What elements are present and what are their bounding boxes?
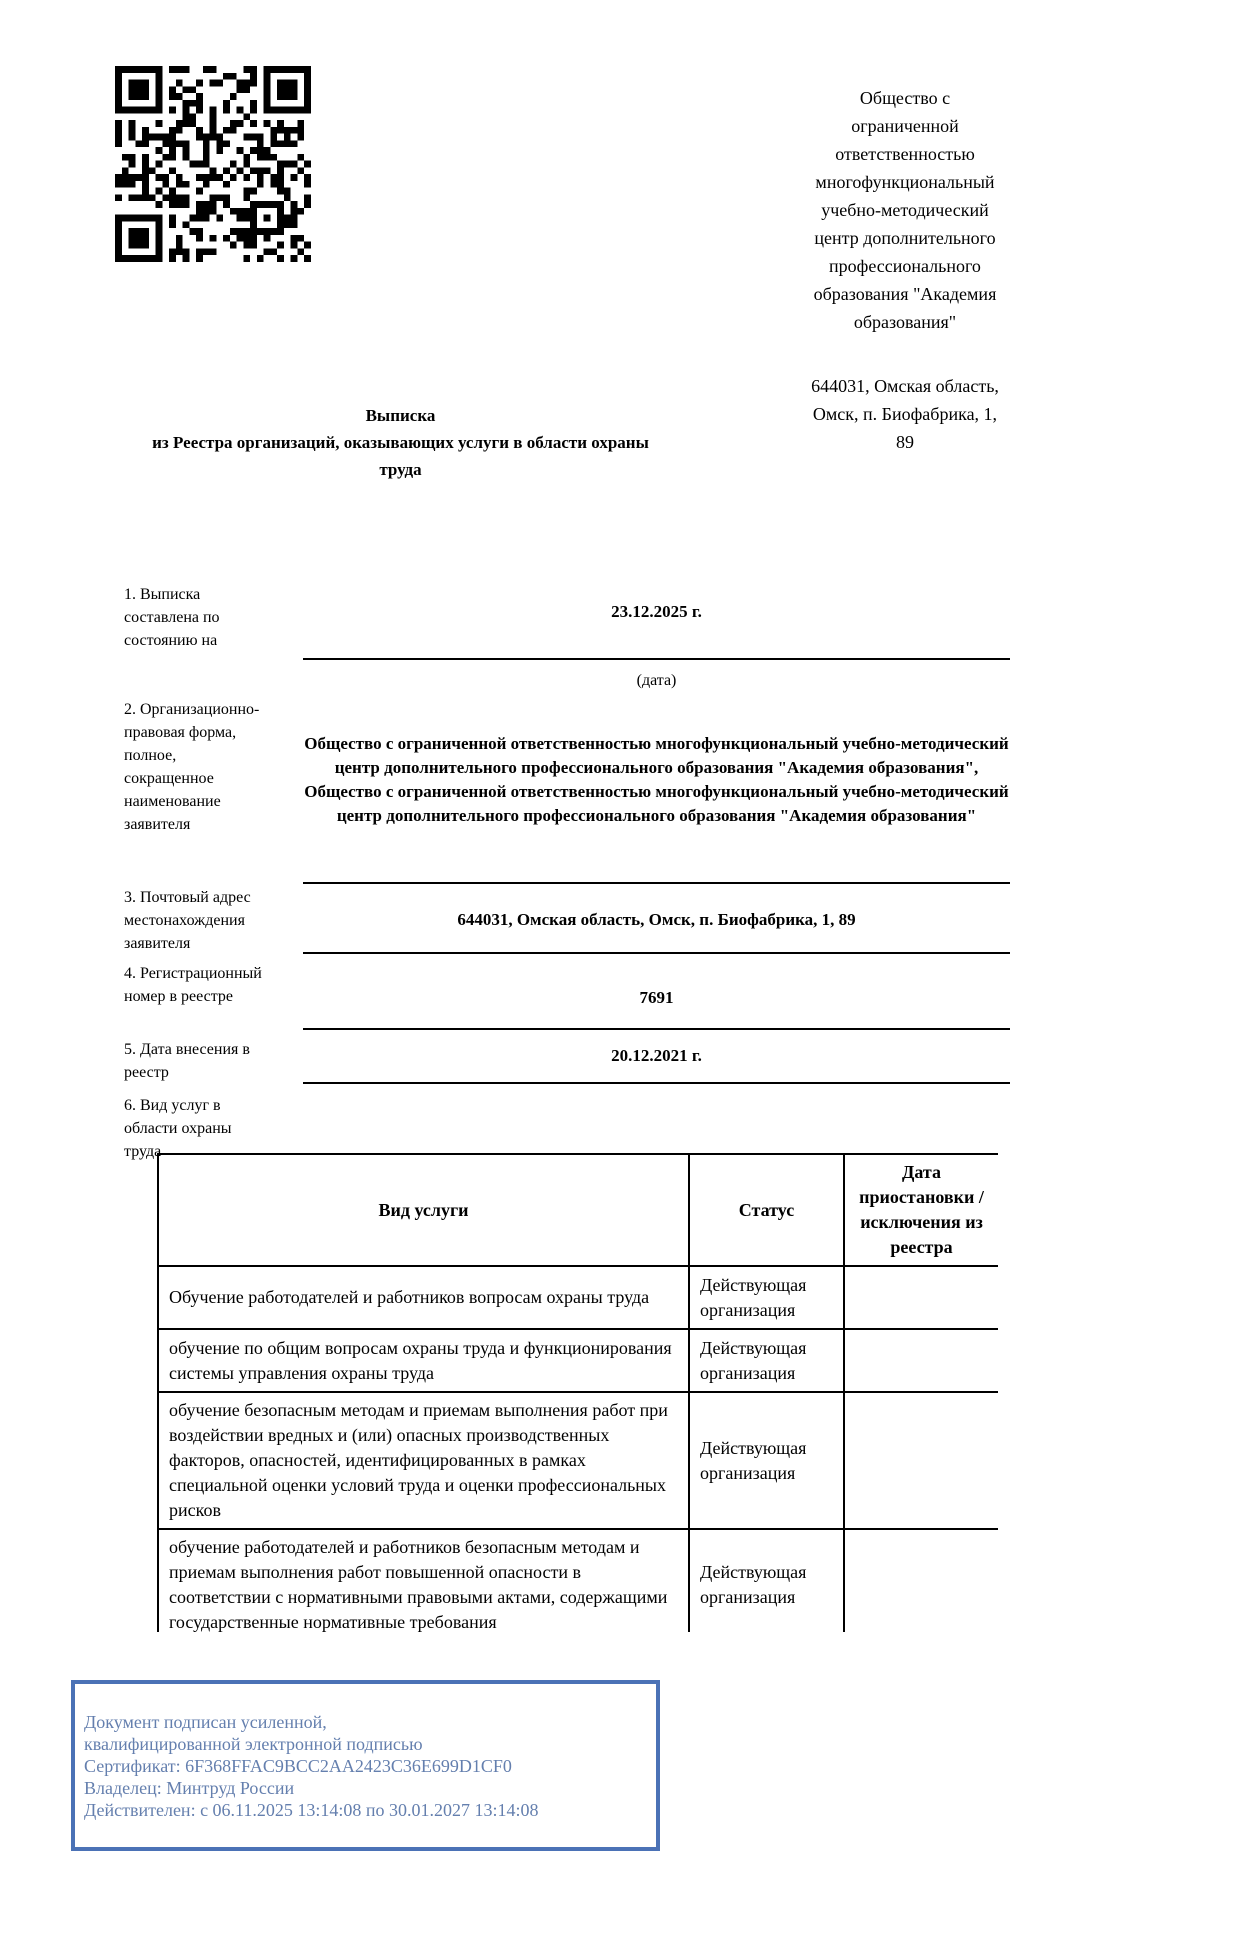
applicant-org-name: Общество с ограниченной ответственностью многофункциональный учебно-методический центр дополнительного профессионального образования "Академия образования" — [813, 88, 997, 332]
field-5-label: 5. Дата внесения в реестр — [124, 1041, 250, 1081]
col-header-status: Статус — [689, 1154, 844, 1266]
signature-line-1: Документ подписан усиленной, — [84, 1711, 327, 1732]
signature-owner: Владелец: Минтруд России — [84, 1777, 295, 1798]
col-header-date: Дата приостановки / исключения из реестра — [844, 1154, 998, 1266]
applicant-header-block — [810, 84, 1000, 456]
applicant-org-address: 644031, Омская область, Омск, п. Биофабрика, 1, 89 — [811, 376, 999, 452]
status-cell: Действующая организация — [689, 1529, 844, 1632]
field-2-value: Общество с ограниченной ответственностью многофункциональный учебно-методический центр дополнительного профессионального образования "Академия образования", Общество с ограниченной ответственностью многофункциональный учебно-методический центр дополнительного профессионального образования "Академия образования" — [303, 732, 1010, 884]
service-cell: обучение по общим вопросам охраны труда и функционирования системы управления охраны труда — [158, 1329, 689, 1392]
field-4-label: 4. Регистрационный номер в реестре — [124, 965, 262, 1005]
table-header-row — [158, 1154, 998, 1266]
date-cell — [844, 1266, 998, 1329]
date-cell — [844, 1329, 998, 1392]
services-table-container — [157, 1153, 998, 1632]
service-cell: обучение работодателей и работников безопасным методам и приемам выполнения работ повышенной опасности в соответствии с нормативными правовыми актами, содержащими государственные нормативные требования — [158, 1529, 689, 1632]
status-cell: Действующая организация — [689, 1266, 844, 1329]
table-row — [158, 1329, 998, 1392]
services-table — [157, 1153, 998, 1632]
qr-code-icon — [115, 66, 311, 262]
field-6-label: 6. Вид услуг в области охраны труда — [124, 1097, 232, 1160]
field-1-value: 23.12.2025 г. — [303, 600, 1010, 660]
date-cell — [844, 1529, 998, 1632]
title-line-3: труда — [379, 460, 422, 479]
table-row — [158, 1392, 998, 1529]
field-1-label: 1. Выписка составлена по состоянию на — [124, 586, 220, 649]
service-cell: Обучение работодателей и работников вопросам охраны труда — [158, 1266, 689, 1329]
signature-line-2: квалифицированной электронной подписью — [84, 1733, 423, 1754]
table-row — [158, 1266, 998, 1329]
field-4-value: 7691 — [303, 986, 1010, 1030]
signature-stamp — [71, 1680, 660, 1851]
status-cell: Действующая организация — [689, 1392, 844, 1529]
signature-validity: Действителен: с 06.11.2025 13:14:08 по 30.01.2027 13:14:08 — [84, 1799, 539, 1820]
service-cell: обучение безопасным методам и приемам выполнения работ при воздействии вредных и (или) опасных производственных факторов, опасностей, идентифицированных в рамках специальной оценки условий труда и оценки профессиональных рисков — [158, 1392, 689, 1529]
field-3-label: 3. Почтовый адрес местонахождения заявителя — [124, 889, 251, 952]
col-header-service: Вид услуги — [158, 1154, 689, 1266]
field-1-caption: (дата) — [636, 672, 677, 689]
field-3-value: 644031, Омская область, Омск, п. Биофабрика, 1, 89 — [303, 908, 1010, 954]
document-title — [118, 402, 683, 483]
title-line-1: Выписка — [365, 406, 436, 425]
signature-certificate: Сертификат: 6F368FFAC9BCC2AA2423C36E699D1CF0 — [84, 1755, 512, 1776]
table-row — [158, 1529, 998, 1632]
field-5-value: 20.12.2021 г. — [303, 1044, 1010, 1084]
status-cell: Действующая организация — [689, 1329, 844, 1392]
field-2-label: 2. Организационно-правовая форма, полное, сокращенное наименование заявителя — [124, 701, 260, 833]
date-cell — [844, 1392, 998, 1529]
title-line-2: из Реестра организаций, оказывающих услуги в области охраны — [152, 433, 649, 452]
